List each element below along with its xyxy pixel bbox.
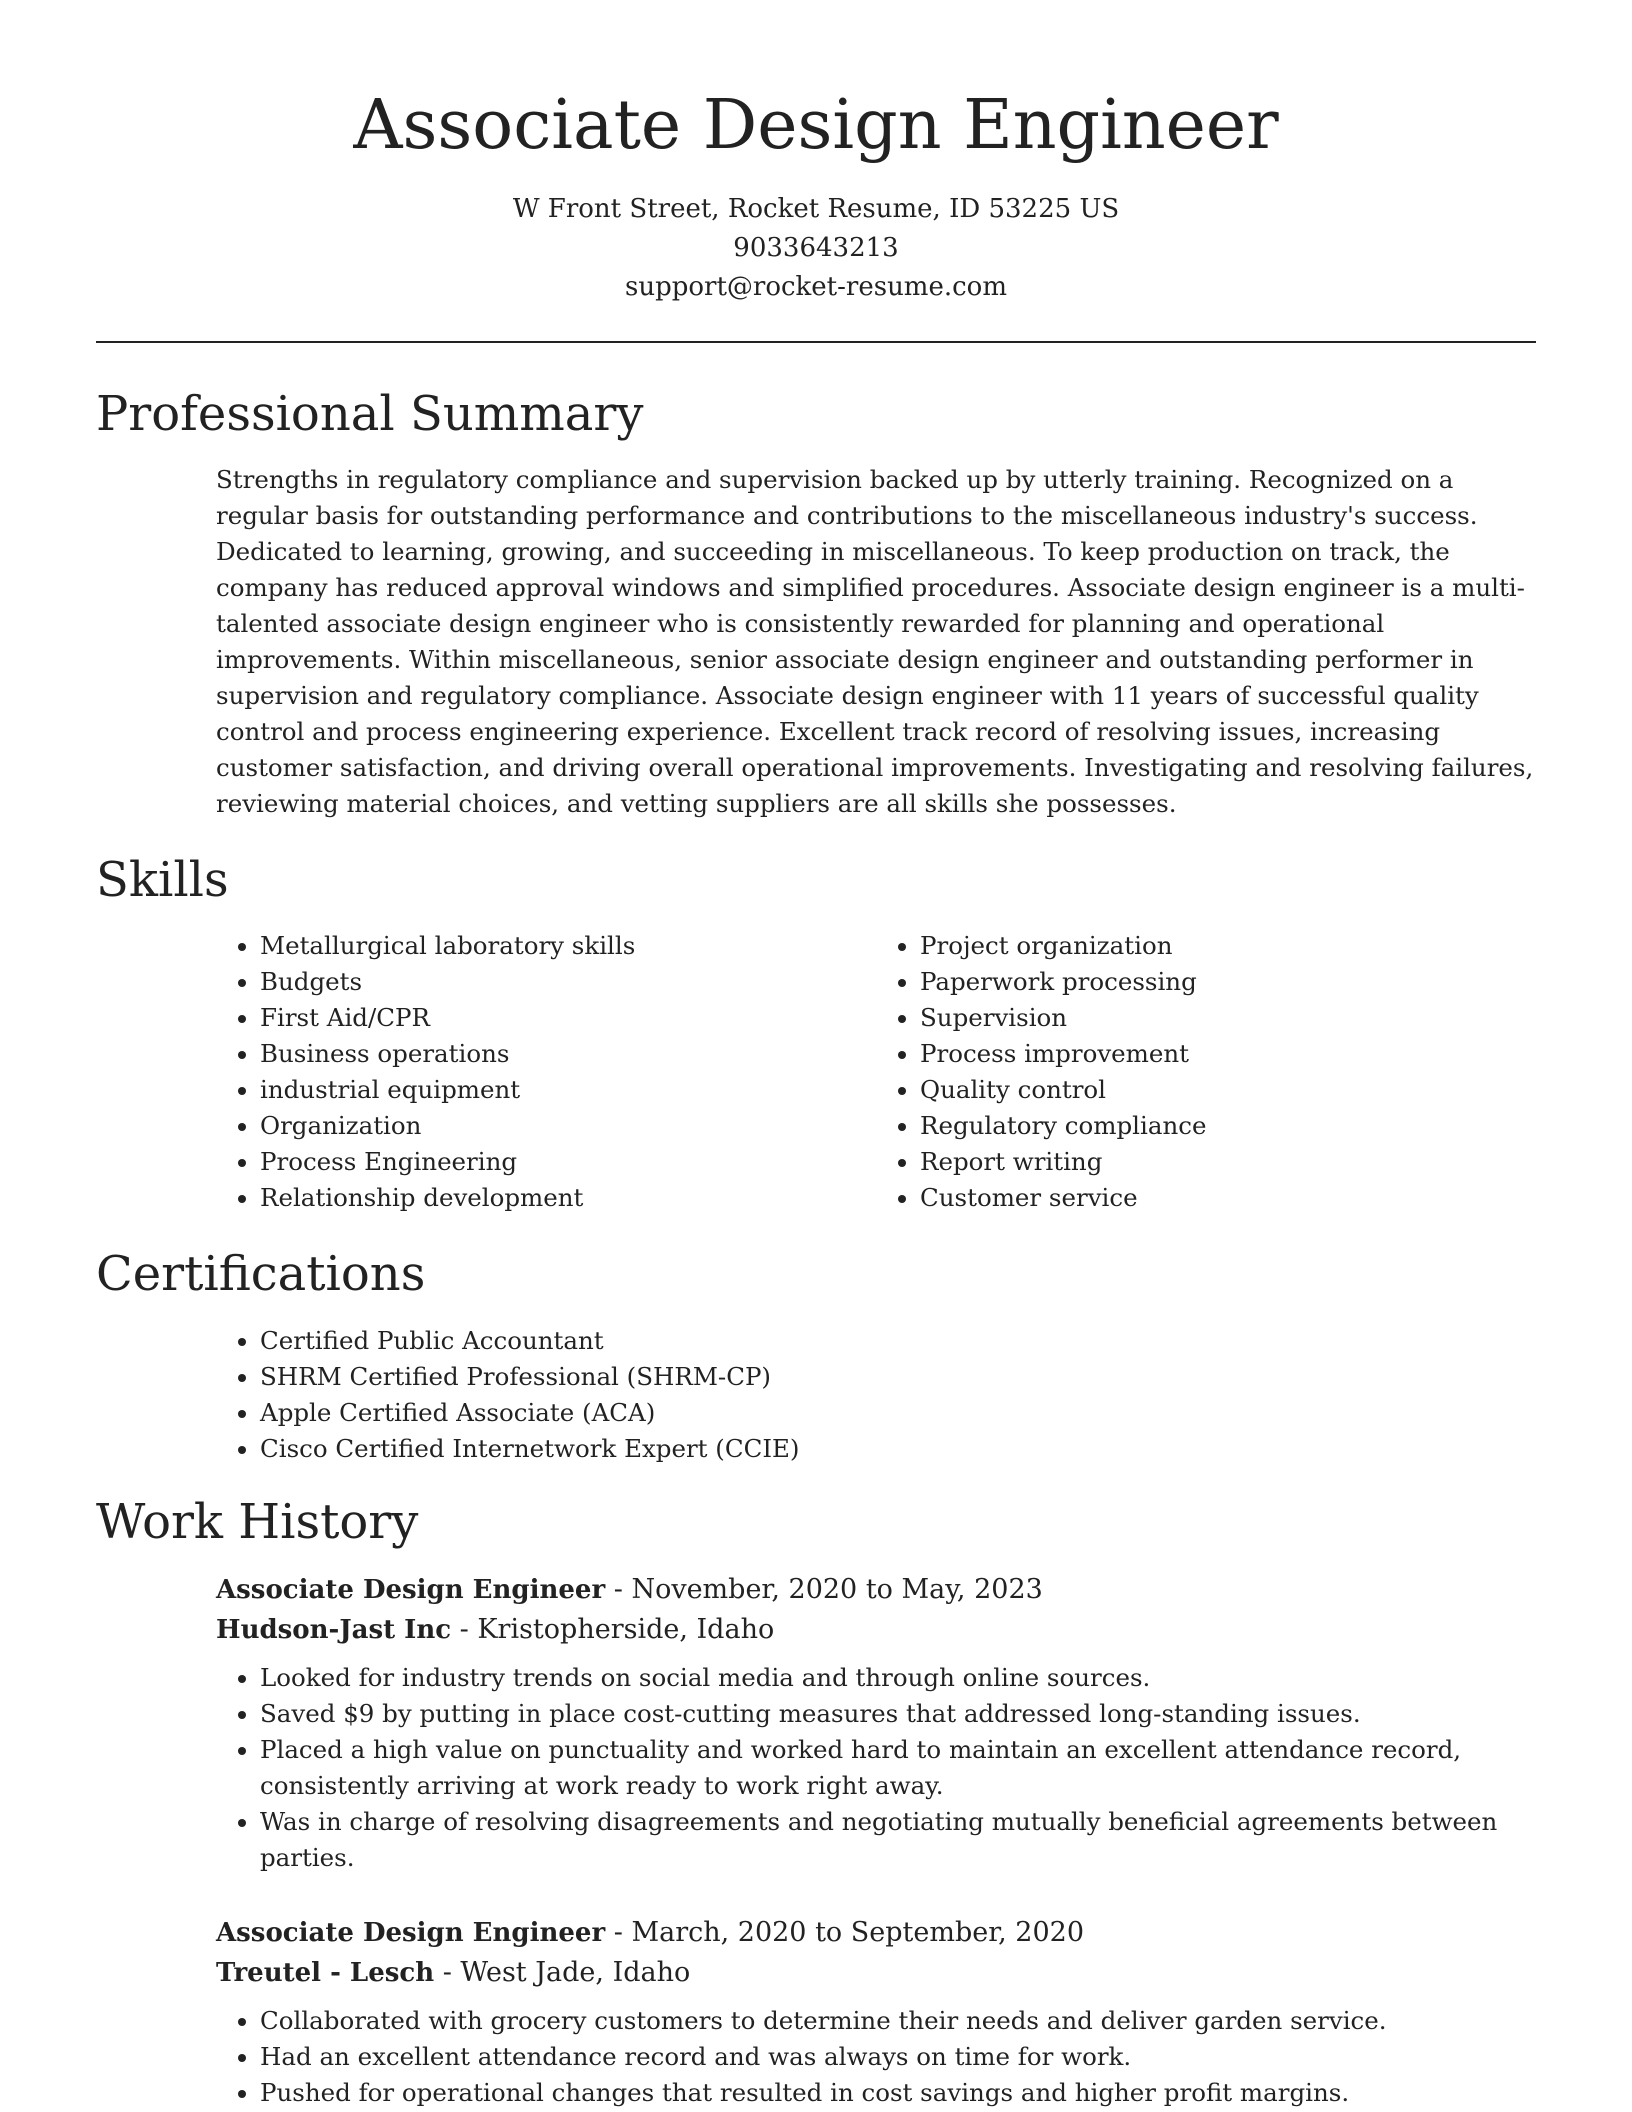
skill-item: • Regulatory compliance — [920, 1108, 1536, 1144]
job-role: Associate Design Engineer — [216, 1918, 606, 1948]
skill-item: • Process Engineering — [260, 1144, 876, 1180]
contact-address: W Front Street, Rocket Resume, ID 53225 US — [512, 194, 1120, 224]
summary-text: Strengths in regulatory compliance and supervision backed up by utterly training. Recognized on a regular basis for outstanding performance and contributions to the miscellaneous industry's success. Dedicated to learning, growing, and succeeding in miscellaneous. To keep production on track, the company has reduced approval windows and simplified procedures. Associate design engineer is a multi-talented associate design engineer who is consistently rewarded for planning and operational improvements. Within miscellaneous, senior associate design engineer and outstanding performer in supervision and regulatory compliance. Associate design engineer with 11 years of successful quality control and process engineering experience. Excellent track record of resolving issues, increasing customer satisfaction, and driving overall operational improvements. Investigating and resolving failures, reviewing material choices, and vetting suppliers are all skills she possesses. — [216, 465, 1534, 818]
skill-item: • First Aid/CPR — [260, 1000, 876, 1036]
skill-item: • Supervision — [920, 1000, 1536, 1036]
certifications-list — [216, 1323, 1536, 1467]
skill-item: • Business operations — [260, 1036, 876, 1072]
job-role: Associate Design Engineer — [216, 1575, 606, 1605]
job-bullet: • Collaborated with grocery customers to determine their needs and deliver garden service. — [260, 2003, 1536, 2039]
summary-heading: Professional Summary — [96, 386, 644, 442]
job-company: Hudson-Jast Inc — [216, 1615, 452, 1645]
job-bullets — [216, 2003, 1536, 2111]
header-divider — [96, 341, 1536, 343]
job-bullets — [216, 1660, 1536, 1876]
skill-item: • Budgets — [260, 964, 876, 1000]
skill-item: • Metallurgical laboratory skills — [260, 928, 876, 964]
certifications-heading: Certifications — [96, 1246, 426, 1302]
job-dates: - March, 2020 to September, 2020 — [605, 1917, 1085, 1948]
job-bullet: • Placed a high value on punctuality and worked hard to maintain an excellent attendance record, consistently arriving at work ready to work right away. — [260, 1732, 1536, 1804]
skill-item: • Relationship development — [260, 1180, 876, 1216]
certification-item: • Certified Public Accountant — [260, 1323, 1536, 1359]
skill-item: • Process improvement — [920, 1036, 1536, 1072]
certification-item: • Apple Certified Associate (ACA) — [260, 1395, 1536, 1431]
job-company-line — [216, 1953, 1536, 1993]
job-title-line — [216, 1913, 1536, 1953]
skills-heading: Skills — [96, 852, 229, 908]
skill-item: • Report writing — [920, 1144, 1536, 1180]
job-entry — [216, 1913, 1536, 2111]
job-dates: - November, 2020 to May, 2023 — [605, 1574, 1043, 1605]
certification-item: • Cisco Certified Internetwork Expert (CCIE) — [260, 1431, 1536, 1467]
job-bullet: • Pushed for operational changes that resulted in cost savings and higher profit margins. — [260, 2075, 1536, 2111]
certifications-items — [216, 1323, 1536, 1467]
work-history-heading: Work History — [96, 1494, 419, 1550]
job-bullet: • Was in charge of resolving disagreements and negotiating mutually beneficial agreements between parties. — [260, 1804, 1536, 1876]
contact-block — [0, 190, 1632, 307]
skills-column-right — [876, 928, 1536, 1216]
certification-item: • SHRM Certified Professional (SHRM-CP) — [260, 1359, 1536, 1395]
skill-item: • Paperwork processing — [920, 964, 1536, 1000]
job-entry — [216, 1570, 1536, 1876]
skill-item: • Project organization — [920, 928, 1536, 964]
skill-item: • Organization — [260, 1108, 876, 1144]
job-location: - Kristopherside, Idaho — [451, 1614, 775, 1645]
job-bullet: • Had an excellent attendance record and was always on time for work. — [260, 2039, 1536, 2075]
contact-phone: 9033643213 — [733, 233, 899, 263]
skill-item: • Customer service — [920, 1180, 1536, 1216]
job-bullet: • Saved $9 by putting in place cost-cutting measures that addressed long-standing issues. — [260, 1696, 1536, 1732]
contact-email: support@rocket-resume.com — [624, 272, 1007, 302]
job-title-line — [216, 1570, 1536, 1610]
resume-name: Associate Design Engineer — [353, 86, 1279, 165]
job-bullet: • Looked for industry trends on social media and through online sources. — [260, 1660, 1536, 1696]
job-company: Treutel - Lesch — [216, 1958, 435, 1988]
job-company-line — [216, 1610, 1536, 1650]
job-location: - West Jade, Idaho — [434, 1957, 691, 1988]
skill-item: • industrial equipment — [260, 1072, 876, 1108]
skills-list — [216, 928, 1536, 1216]
skill-item: • Quality control — [920, 1072, 1536, 1108]
skills-column-left — [216, 928, 876, 1216]
